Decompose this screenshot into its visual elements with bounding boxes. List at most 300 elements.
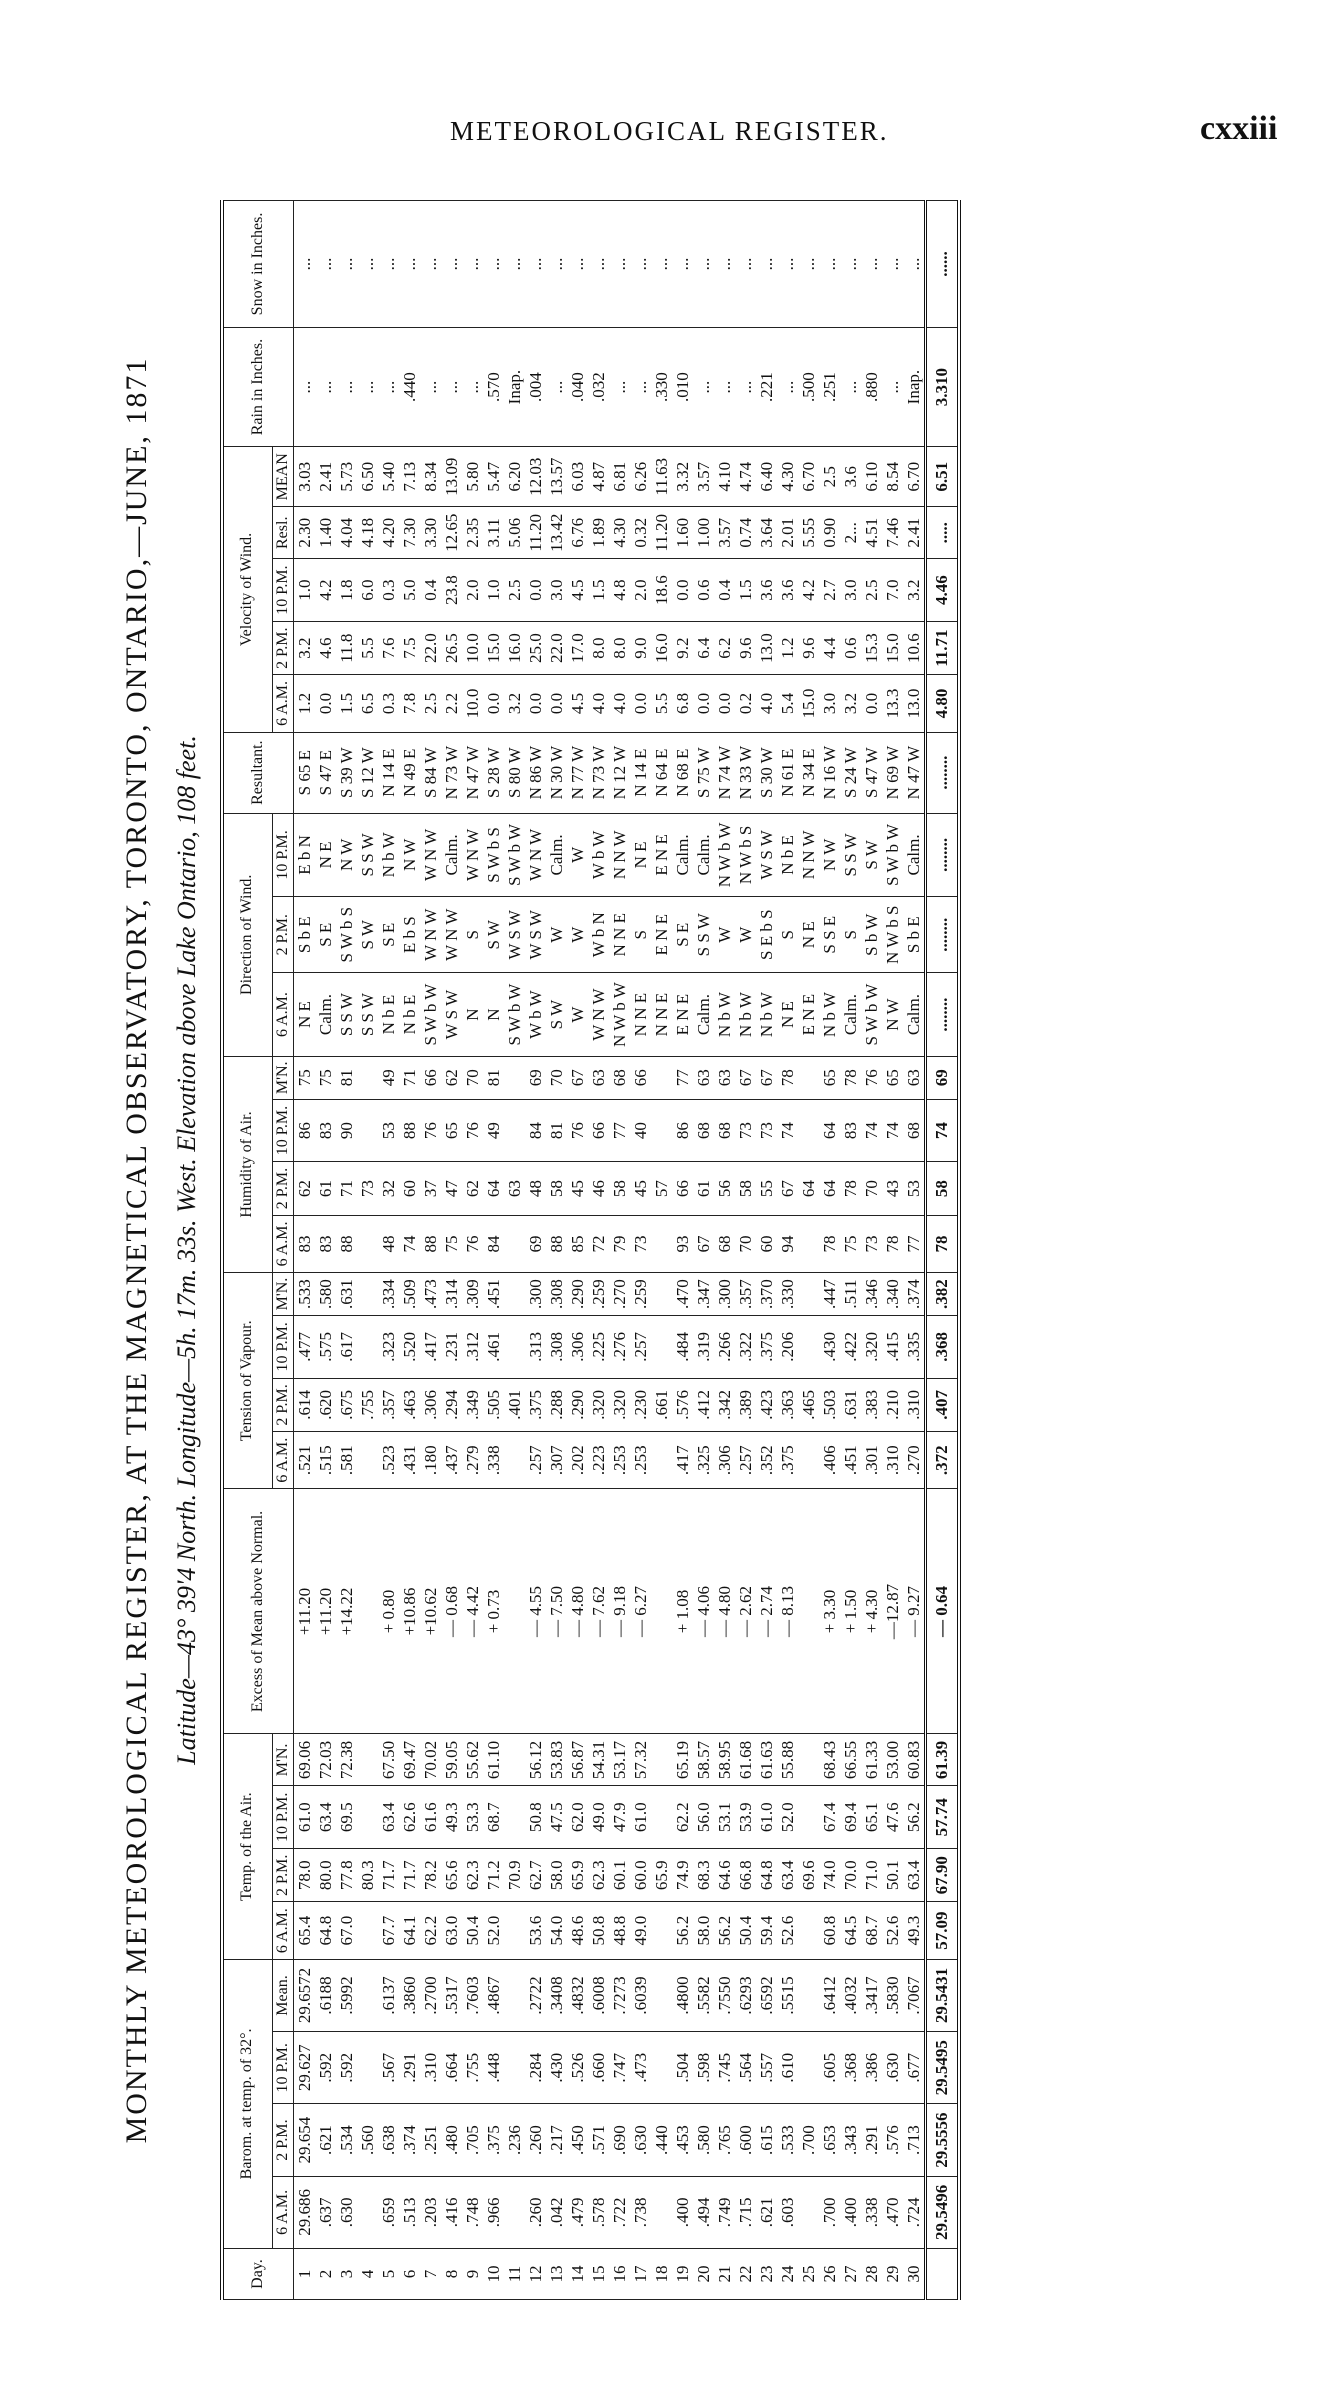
- cell-d6: N b E: [399, 973, 420, 1057]
- cell-vm: .314: [441, 1273, 462, 1316]
- cell-rain: .330: [651, 327, 672, 446]
- cell-v2: .755: [357, 1378, 378, 1431]
- cell-tm: 61.10: [483, 1734, 504, 1786]
- cell-v10: .477: [294, 1315, 316, 1378]
- cell-h2: 61: [693, 1162, 714, 1215]
- cell-b2: .440: [651, 2104, 672, 2176]
- cell-v10: [798, 1315, 819, 1378]
- cell-v6: .253: [630, 1431, 651, 1488]
- cell-w2: 13.0: [756, 622, 777, 675]
- cell-wr: 2...: [840, 507, 861, 559]
- cell-hm: [798, 1056, 819, 1099]
- cell-v6: .307: [546, 1431, 567, 1488]
- cell-v10: .206: [777, 1315, 798, 1378]
- cell-wr: 1.60: [672, 507, 693, 559]
- cell-b10: [651, 2032, 672, 2104]
- cell-vm: .340: [882, 1273, 903, 1316]
- cell-snow: ...: [588, 201, 609, 328]
- cell-d2: S W b S: [336, 897, 357, 973]
- cell-v6: .270: [903, 1431, 926, 1488]
- cell-wr: 7.46: [882, 507, 903, 559]
- cell-b10: .473: [630, 2032, 651, 2104]
- cell-h2: 71: [336, 1162, 357, 1215]
- cell-bm: .3860: [399, 1959, 420, 2031]
- cell-snow: ...: [504, 201, 525, 328]
- cell-v10: .312: [462, 1315, 483, 1378]
- cell-v6: .325: [693, 1431, 714, 1488]
- cell-d2: W N W: [441, 897, 462, 973]
- cell-tm: 58.95: [714, 1734, 735, 1786]
- cell-d6: N N E: [651, 973, 672, 1057]
- cell-wr: 4.04: [336, 507, 357, 559]
- table-row: [777, 201, 798, 2300]
- cell-w10: 3.0: [840, 559, 861, 622]
- cell-bm: .6293: [735, 1959, 756, 2031]
- cell-w6: 0.0: [861, 675, 882, 732]
- cell-b10: .526: [567, 2032, 588, 2104]
- cell-d2: S S W: [693, 897, 714, 973]
- cell-w2: 8.0: [588, 622, 609, 675]
- cell-d2: N W b S: [882, 897, 903, 973]
- cell-w10: 3.2: [903, 559, 926, 622]
- col-vap-6am: 6 A.M.: [272, 1431, 294, 1488]
- cell-t10: 63.4: [378, 1786, 399, 1849]
- cell-wr: 3.57: [714, 507, 735, 559]
- cell-vm: .470: [672, 1273, 693, 1316]
- cell-bm: .3408: [546, 1959, 567, 2031]
- cell-t2: 71.7: [378, 1849, 399, 1902]
- cell-h6: [798, 1215, 819, 1272]
- cell-d2: S: [462, 897, 483, 973]
- cell-t6: 68.7: [861, 1902, 882, 1959]
- table-row: [756, 201, 777, 2300]
- table-row: [441, 201, 462, 2300]
- cell-vm: [651, 1273, 672, 1316]
- table-row: [630, 201, 651, 2300]
- cell-t10: 69.4: [840, 1786, 861, 1849]
- cell-h2: 63: [504, 1162, 525, 1215]
- table-row: [735, 201, 756, 2300]
- cell-h10: 76: [567, 1099, 588, 1162]
- summary-hm: 69: [926, 1056, 960, 1099]
- cell-t10: 56.2: [903, 1786, 926, 1849]
- cell-rain: Inap.: [504, 327, 525, 446]
- summary-d10: ........: [926, 813, 960, 897]
- cell-b6: 29.686: [294, 2176, 316, 2248]
- cell-w2: 26.5: [441, 622, 462, 675]
- cell-b10: .284: [525, 2032, 546, 2104]
- cell-v2: .463: [399, 1378, 420, 1431]
- summary-v2: .407: [926, 1378, 960, 1431]
- cell-t10: 62.6: [399, 1786, 420, 1849]
- cell-wm: 13.09: [441, 447, 462, 507]
- cell-d2: W N W: [420, 897, 441, 973]
- cell-snow: ...: [462, 201, 483, 328]
- cell-w10: 2.0: [630, 559, 651, 622]
- table-row: [588, 201, 609, 2300]
- register-title: MONTHLY METEOROLOGICAL REGISTER, AT THE MAGNETICAL OBSERVATORY, TORONTO, ONTARIO,—JUNE, 1871: [120, 356, 153, 2144]
- col-dir-6am: 6 A.M.: [272, 973, 294, 1057]
- cell-b2: .690: [609, 2104, 630, 2176]
- cell-bm: .6412: [819, 1959, 840, 2031]
- cell-t6: 59.4: [756, 1902, 777, 1959]
- cell-d2: S E b S: [756, 897, 777, 973]
- cell-b2: .260: [525, 2104, 546, 2176]
- cell-ex: + 1.08: [672, 1489, 693, 1734]
- cell-t2: 50.1: [882, 1849, 903, 1902]
- table-row: [651, 201, 672, 2300]
- cell-vm: .300: [714, 1273, 735, 1316]
- cell-h6: 69: [525, 1215, 546, 1272]
- cell-h2: 57: [651, 1162, 672, 1215]
- cell-hm: 63: [588, 1056, 609, 1099]
- cell-t2: 77.8: [336, 1849, 357, 1902]
- cell-snow: ...: [777, 201, 798, 328]
- cell-bm: .5515: [777, 1959, 798, 2031]
- cell-h2: 56: [714, 1162, 735, 1215]
- cell-b6: .966: [483, 2176, 504, 2248]
- cell-w6: 0.0: [630, 675, 651, 732]
- cell-w2: 1.2: [777, 622, 798, 675]
- cell-d6: N E: [294, 973, 316, 1057]
- cell-h2: 64: [483, 1162, 504, 1215]
- cell-h10: 73: [756, 1099, 777, 1162]
- cell-rain: ...: [420, 327, 441, 446]
- cell-t6: 49.0: [630, 1902, 651, 1959]
- cell-h6: 94: [777, 1215, 798, 1272]
- cell-v6: .523: [378, 1431, 399, 1488]
- cell-v6: .417: [672, 1431, 693, 1488]
- cell-h10: 74: [861, 1099, 882, 1162]
- cell-hm: [651, 1056, 672, 1099]
- cell-v6: .202: [567, 1431, 588, 1488]
- cell-vm: [504, 1273, 525, 1316]
- cell-wr: 0.74: [735, 507, 756, 559]
- cell-rain: .251: [819, 327, 840, 446]
- cell-rain: ...: [441, 327, 462, 446]
- cell-t10: [798, 1786, 819, 1849]
- cell-b6: .042: [546, 2176, 567, 2248]
- cell-b10: .592: [315, 2032, 336, 2104]
- cell-snow: ...: [840, 201, 861, 328]
- cell-d10: S W b S: [483, 813, 504, 897]
- cell-ex: — 4.55: [525, 1489, 546, 1734]
- cell-h6: [357, 1215, 378, 1272]
- cell-rain: .221: [756, 327, 777, 446]
- cell-b10: .310: [420, 2032, 441, 2104]
- cell-v6: .521: [294, 1431, 316, 1488]
- cell-w10: 1.5: [588, 559, 609, 622]
- table-row: [798, 201, 819, 2300]
- cell-t6: 48.6: [567, 1902, 588, 1959]
- cell-d10: W b W: [588, 813, 609, 897]
- summary-d2: ........: [926, 897, 960, 973]
- cell-ex: — 7.50: [546, 1489, 567, 1734]
- cell-tm: 67.50: [378, 1734, 399, 1786]
- cell-d2: W S W: [504, 897, 525, 973]
- cell-hm: 70: [462, 1056, 483, 1099]
- summary-res: ........: [926, 732, 960, 813]
- cell-d2: E N E: [651, 897, 672, 973]
- cell-d6: N N E: [630, 973, 651, 1057]
- cell-res: S 65 E: [294, 732, 316, 813]
- cell-ex: +11.20: [315, 1489, 336, 1734]
- cell-snow: ...: [420, 201, 441, 328]
- col-vap-2pm: 2 P.M.: [272, 1378, 294, 1431]
- cell-d6: N b W: [819, 973, 840, 1057]
- cell-h2: 67: [777, 1162, 798, 1215]
- cell-tm: 72.38: [336, 1734, 357, 1786]
- cell-bm: .6592: [756, 1959, 777, 2031]
- cell-v6: .301: [861, 1431, 882, 1488]
- cell-d10: N E: [315, 813, 336, 897]
- cell-h6: 88: [546, 1215, 567, 1272]
- cell-d10: E N E: [651, 813, 672, 897]
- cell-res: N 68 E: [672, 732, 693, 813]
- cell-ex: — 8.13: [777, 1489, 798, 1734]
- col-vel-6am: 6 A.M.: [272, 675, 294, 732]
- cell-ex: — 2.62: [735, 1489, 756, 1734]
- cell-t2: 65.6: [441, 1849, 462, 1902]
- cell-w2: 3.2: [294, 622, 316, 675]
- cell-snow: ...: [672, 201, 693, 328]
- cell-w10: 0.0: [525, 559, 546, 622]
- cell-wr: 4.18: [357, 507, 378, 559]
- cell-ex: — 4.42: [462, 1489, 483, 1734]
- cell-h10: 68: [903, 1099, 926, 1162]
- cell-h10: 76: [420, 1099, 441, 1162]
- cell-w6: 13.3: [882, 675, 903, 732]
- cell-b2: .653: [819, 2104, 840, 2176]
- cell-w10: 7.0: [882, 559, 903, 622]
- cell-w6: 0.3: [378, 675, 399, 732]
- cell-h6: 76: [462, 1215, 483, 1272]
- cell-w10: 2.7: [819, 559, 840, 622]
- cell-h6: 88: [336, 1215, 357, 1272]
- cell-snow: ...: [735, 201, 756, 328]
- cell-wm: 7.13: [399, 447, 420, 507]
- cell-wr: 0.90: [819, 507, 840, 559]
- cell-b6: .621: [756, 2176, 777, 2248]
- cell-v10: .422: [840, 1315, 861, 1378]
- cell-res: S 75 W: [693, 732, 714, 813]
- cell-bm: [651, 1959, 672, 2031]
- cell-w6: 0.0: [525, 675, 546, 732]
- cell-wr: 11.20: [525, 507, 546, 559]
- cell-wm: 5.73: [336, 447, 357, 507]
- cell-wm: 3.03: [294, 447, 316, 507]
- cell-b2: .576: [882, 2104, 903, 2176]
- cell-w2: 22.0: [420, 622, 441, 675]
- meteorological-table: [220, 200, 961, 2300]
- cell-d10: S W: [861, 813, 882, 897]
- cell-t6: [504, 1902, 525, 1959]
- cell-rain: ...: [777, 327, 798, 446]
- cell-b2: .638: [378, 2104, 399, 2176]
- col-barom-mean: Mean.: [272, 1959, 294, 2031]
- cell-v6: [651, 1431, 672, 1488]
- cell-wr: 4.51: [861, 507, 882, 559]
- cell-h10: 86: [294, 1099, 316, 1162]
- table-row: [483, 201, 504, 2300]
- cell-v6: .310: [882, 1431, 903, 1488]
- cell-v2: .423: [756, 1378, 777, 1431]
- cell-b10: .747: [609, 2032, 630, 2104]
- cell-t6: 48.8: [609, 1902, 630, 1959]
- cell-d10: N W: [336, 813, 357, 897]
- cell-d6: S W b W: [420, 973, 441, 1057]
- cell-d2: W S W: [525, 897, 546, 973]
- cell-h10: 81: [546, 1099, 567, 1162]
- cell-w6: 4.0: [756, 675, 777, 732]
- cell-day: 19: [672, 2249, 693, 2300]
- cell-res: N 47 W: [462, 732, 483, 813]
- cell-vm: .259: [630, 1273, 651, 1316]
- cell-t10: 49.3: [441, 1786, 462, 1849]
- cell-bm: .7067: [903, 1959, 926, 2031]
- cell-t2: 71.2: [483, 1849, 504, 1902]
- cell-t2: 78.2: [420, 1849, 441, 1902]
- summary-row: [926, 201, 960, 2300]
- cell-vm: .509: [399, 1273, 420, 1316]
- cell-t2: 78.0: [294, 1849, 316, 1902]
- cell-b10: .386: [861, 2032, 882, 2104]
- cell-wm: 6.26: [630, 447, 651, 507]
- cell-w10: 4.2: [798, 559, 819, 622]
- table-row: [315, 201, 336, 2300]
- cell-w2: 7.6: [378, 622, 399, 675]
- cell-t6: [651, 1902, 672, 1959]
- cell-h10: 74: [777, 1099, 798, 1162]
- cell-b2: .480: [441, 2104, 462, 2176]
- cell-wr: 3.30: [420, 507, 441, 559]
- cell-hm: 65: [882, 1056, 903, 1099]
- cell-snow: ...: [546, 201, 567, 328]
- summary-tm: 61.39: [926, 1734, 960, 1786]
- cell-b10: .755: [462, 2032, 483, 2104]
- cell-rain: ...: [735, 327, 756, 446]
- cell-bm: [798, 1959, 819, 2031]
- col-hum-6am: 6 A.M.: [272, 1215, 294, 1272]
- cell-b6: .400: [672, 2176, 693, 2248]
- cell-d2: S S E: [819, 897, 840, 973]
- cell-tm: 65.19: [672, 1734, 693, 1786]
- cell-v10: .375: [756, 1315, 777, 1378]
- table-row: [819, 201, 840, 2300]
- cell-b2: .580: [693, 2104, 714, 2176]
- cell-v6: .437: [441, 1431, 462, 1488]
- cell-t6: 60.8: [819, 1902, 840, 1959]
- cell-h2: 45: [567, 1162, 588, 1215]
- cell-d6: E N E: [672, 973, 693, 1057]
- cell-snow: ...: [378, 201, 399, 328]
- cell-rain: ...: [609, 327, 630, 446]
- cell-vm: .270: [609, 1273, 630, 1316]
- cell-w2: 0.6: [840, 622, 861, 675]
- cell-vm: .533: [294, 1273, 316, 1316]
- cell-t10: 47.6: [882, 1786, 903, 1849]
- table-row: [672, 201, 693, 2300]
- cell-t2: 68.3: [693, 1849, 714, 1902]
- cell-day: 28: [861, 2249, 882, 2300]
- cell-res: N 14 E: [378, 732, 399, 813]
- cell-w6: 4.0: [609, 675, 630, 732]
- cell-res: N 33 W: [735, 732, 756, 813]
- cell-t6: 64.8: [315, 1902, 336, 1959]
- cell-res: N 61 E: [777, 732, 798, 813]
- snow-header: Snow in Inches.: [222, 201, 294, 328]
- summary-h2: 58: [926, 1162, 960, 1215]
- cell-t6: 65.4: [294, 1902, 316, 1959]
- cell-wm: 2.41: [315, 447, 336, 507]
- cell-vm: .447: [819, 1273, 840, 1316]
- cell-h6: 73: [861, 1215, 882, 1272]
- cell-b6: [798, 2176, 819, 2248]
- cell-hm: 81: [483, 1056, 504, 1099]
- summary-d6: ........: [926, 973, 960, 1057]
- summary-bm: 29.5431: [926, 1959, 960, 2031]
- cell-d2: S b E: [903, 897, 926, 973]
- cell-bm: .4032: [840, 1959, 861, 2031]
- cell-wm: 5.80: [462, 447, 483, 507]
- cell-res: N 69 W: [882, 732, 903, 813]
- cell-b6: .748: [462, 2176, 483, 2248]
- cell-h6: 84: [483, 1215, 504, 1272]
- cell-t6: [357, 1902, 378, 1959]
- cell-h2: 60: [399, 1162, 420, 1215]
- cell-b10: .567: [378, 2032, 399, 2104]
- cell-hm: 77: [672, 1056, 693, 1099]
- cell-v2: .661: [651, 1378, 672, 1431]
- cell-v10: .308: [546, 1315, 567, 1378]
- cell-w6: 6.8: [672, 675, 693, 732]
- cell-day: 18: [651, 2249, 672, 2300]
- cell-rain: ...: [378, 327, 399, 446]
- cell-w2: 16.0: [504, 622, 525, 675]
- cell-b6: .749: [714, 2176, 735, 2248]
- cell-res: N 34 E: [798, 732, 819, 813]
- cell-d6: N b W: [756, 973, 777, 1057]
- cell-wr: 5.55: [798, 507, 819, 559]
- cell-b6: .700: [819, 2176, 840, 2248]
- cell-w6: 3.2: [504, 675, 525, 732]
- cell-tm: 57.32: [630, 1734, 651, 1786]
- cell-h10: 49: [483, 1099, 504, 1162]
- cell-w10: 1.0: [483, 559, 504, 622]
- cell-v2: .306: [420, 1378, 441, 1431]
- cell-hm: 69: [525, 1056, 546, 1099]
- cell-v2: .310: [903, 1378, 926, 1431]
- cell-res: S 24 W: [840, 732, 861, 813]
- cell-d10: N W b S: [735, 813, 756, 897]
- cell-bm: .2700: [420, 1959, 441, 2031]
- cell-w2: 10.6: [903, 622, 926, 675]
- col-temp-2pm: 2 P.M.: [272, 1849, 294, 1902]
- cell-res: N 73 W: [588, 732, 609, 813]
- cell-w10: 3.0: [546, 559, 567, 622]
- cell-w6: 0.0: [483, 675, 504, 732]
- cell-rain: ...: [294, 327, 316, 446]
- cell-ex: — 2.74: [756, 1489, 777, 1734]
- cell-t10: 53.9: [735, 1786, 756, 1849]
- cell-w6: 3.2: [840, 675, 861, 732]
- cell-d10: Calm.: [441, 813, 462, 897]
- cell-bm: [504, 1959, 525, 2031]
- cell-w6: 5.4: [777, 675, 798, 732]
- cell-t10: 53.3: [462, 1786, 483, 1849]
- cell-w10: 1.5: [735, 559, 756, 622]
- cell-snow: ...: [693, 201, 714, 328]
